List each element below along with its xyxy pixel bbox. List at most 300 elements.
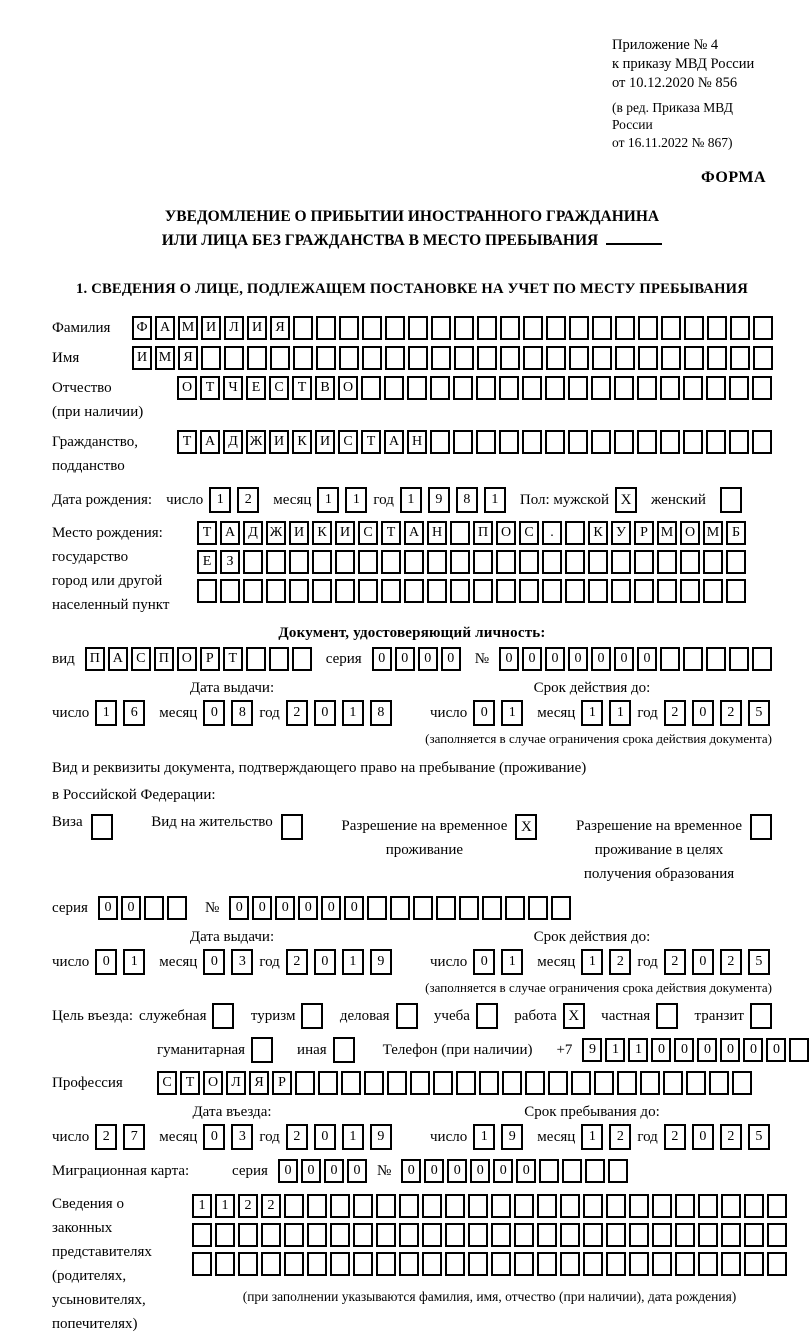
day-label: число	[52, 1128, 90, 1145]
day-label: число	[430, 953, 468, 970]
birth-day-cells	[209, 487, 259, 513]
char-box	[519, 579, 539, 603]
identity-doc-series-group	[326, 647, 461, 671]
char-box: Ф	[132, 316, 152, 340]
char-box	[789, 1038, 809, 1062]
char-box	[364, 1071, 384, 1095]
char-box	[396, 1003, 418, 1029]
char-box	[362, 346, 382, 370]
purpose-study	[434, 1003, 498, 1029]
char-box: 1	[501, 949, 523, 975]
char-box	[251, 1037, 273, 1063]
char-box: 1	[209, 487, 231, 513]
char-box: 0	[395, 647, 415, 671]
residence-series-cells	[98, 896, 187, 920]
entry-dates-row	[52, 1124, 772, 1150]
number-label: №	[474, 650, 489, 667]
char-box	[729, 647, 749, 671]
char-box	[698, 1194, 718, 1218]
char-box	[307, 1194, 327, 1218]
stay-day-cells	[473, 1124, 523, 1150]
char-box: Т	[292, 376, 312, 400]
char-box	[502, 1071, 522, 1095]
char-box	[433, 1071, 453, 1095]
year-label: год	[637, 1128, 658, 1145]
representatives-row	[52, 1192, 772, 1336]
char-box	[611, 550, 631, 574]
char-box: И	[269, 430, 289, 454]
char-box	[608, 1159, 628, 1183]
char-box: П	[154, 647, 174, 671]
char-box: 1	[581, 700, 603, 726]
char-box: 2	[664, 700, 686, 726]
sex-male-checkbox	[615, 487, 637, 513]
char-box	[583, 1194, 603, 1218]
char-box	[514, 1194, 534, 1218]
char-box: 0	[473, 949, 495, 975]
purpose-work	[514, 1003, 585, 1029]
char-box: И	[201, 316, 221, 340]
identity-doc-number-group	[475, 647, 772, 671]
char-box	[384, 376, 404, 400]
char-box	[330, 1252, 350, 1276]
residence-doc-date-titles	[52, 929, 772, 946]
char-box: С	[157, 1071, 177, 1095]
char-box: 0	[314, 949, 336, 975]
char-box: 1	[581, 949, 603, 975]
stay-year-cells	[664, 1124, 770, 1150]
title-blank-underline	[606, 232, 662, 245]
char-box	[477, 316, 497, 340]
purpose-transit-checkbox	[750, 1003, 772, 1029]
char-box	[473, 550, 493, 574]
char-box: 9	[428, 487, 450, 513]
char-box	[361, 376, 381, 400]
char-box	[514, 1223, 534, 1247]
entry-purpose-row-2	[157, 1037, 780, 1063]
char-box	[266, 550, 286, 574]
char-box	[706, 430, 726, 454]
char-box	[539, 1159, 559, 1183]
citizenship-cells	[177, 430, 772, 454]
char-box: 2	[286, 700, 308, 726]
char-box: 0	[493, 1159, 513, 1183]
representatives-cells-row3	[192, 1252, 787, 1276]
char-box	[266, 579, 286, 603]
char-box	[307, 1252, 327, 1276]
stay-until-title: Срок пребывания до:	[524, 1104, 660, 1121]
char-box	[385, 316, 405, 340]
char-box	[560, 1252, 580, 1276]
char-box	[657, 579, 677, 603]
residence-number-cells	[229, 896, 571, 920]
char-box	[335, 579, 355, 603]
entry-month-cells	[203, 1124, 253, 1150]
char-box	[640, 1071, 660, 1095]
purpose-label: транзит	[694, 1007, 744, 1024]
series-label: серия	[232, 1162, 268, 1179]
char-box	[752, 647, 772, 671]
visa-checkbox	[91, 814, 113, 840]
char-box: 0	[372, 647, 392, 671]
char-box	[270, 346, 290, 370]
name-label: Имя	[52, 349, 80, 366]
purpose-label: служебная	[138, 1007, 207, 1024]
char-box	[358, 579, 378, 603]
residence-valid-until-date	[412, 949, 772, 975]
char-box	[675, 1252, 695, 1276]
birth-date-row	[52, 487, 772, 513]
sex-female-checkbox	[720, 487, 742, 513]
char-box	[660, 376, 680, 400]
sex-female-label: женский	[651, 491, 706, 508]
char-box: 1	[342, 700, 364, 726]
char-box: Д	[243, 521, 263, 545]
char-box	[408, 316, 428, 340]
char-box: Я	[178, 346, 198, 370]
char-box: 1	[473, 1124, 495, 1150]
char-box	[732, 1071, 752, 1095]
char-box: 8	[231, 700, 253, 726]
char-box: 1	[605, 1038, 625, 1062]
purpose-humanitarian	[157, 1037, 273, 1063]
representatives-cells-block	[192, 1192, 787, 1305]
char-box	[583, 1252, 603, 1276]
char-box: З	[220, 550, 240, 574]
char-box	[637, 376, 657, 400]
identity-doc-date-titles	[52, 680, 772, 697]
char-box: 0	[95, 949, 117, 975]
char-box: X	[615, 487, 637, 513]
char-box	[528, 896, 548, 920]
purpose-label: учеба	[433, 1007, 470, 1024]
char-box: 0	[470, 1159, 490, 1183]
char-box	[505, 896, 525, 920]
char-box: А	[384, 430, 404, 454]
entry-date-titles	[52, 1104, 772, 1121]
char-box	[261, 1252, 281, 1276]
entry-year-cells	[286, 1124, 392, 1150]
char-box: О	[680, 521, 700, 545]
char-box: 5	[748, 700, 770, 726]
char-box: Р	[200, 647, 220, 671]
appendix-reference	[612, 36, 772, 151]
char-box	[680, 579, 700, 603]
year-label: год	[373, 491, 394, 508]
char-box	[339, 316, 359, 340]
char-box	[399, 1252, 419, 1276]
char-box: О	[338, 376, 358, 400]
char-box	[91, 814, 113, 840]
char-box	[730, 346, 750, 370]
char-box: 0	[545, 647, 565, 671]
char-box: 0	[766, 1038, 786, 1062]
birth-place-row	[52, 521, 772, 617]
char-box	[634, 550, 654, 574]
day-label: число	[166, 491, 204, 508]
valid-month-cells	[581, 949, 631, 975]
char-box: А	[404, 521, 424, 545]
char-box	[491, 1252, 511, 1276]
char-box	[565, 521, 585, 545]
char-box	[381, 579, 401, 603]
char-box	[215, 1223, 235, 1247]
char-box: 2	[609, 949, 631, 975]
char-box: 0	[522, 647, 542, 671]
purpose-other	[297, 1037, 355, 1063]
char-box	[491, 1194, 511, 1218]
char-box	[615, 316, 635, 340]
char-box	[752, 430, 772, 454]
edu-residence-permit-option	[576, 814, 772, 886]
char-box: 1	[317, 487, 339, 513]
char-box	[565, 550, 585, 574]
char-box	[750, 814, 772, 840]
char-box	[238, 1223, 258, 1247]
char-box: О	[177, 647, 197, 671]
char-box	[413, 896, 433, 920]
char-box	[721, 1252, 741, 1276]
char-box: 0	[301, 1159, 321, 1183]
char-box	[476, 1003, 498, 1029]
char-box	[548, 1071, 568, 1095]
char-box	[427, 550, 447, 574]
char-box	[661, 346, 681, 370]
char-box: Т	[200, 376, 220, 400]
char-box: 1	[192, 1194, 212, 1218]
char-box: 0	[568, 647, 588, 671]
char-box	[292, 647, 312, 671]
char-box: О	[496, 521, 516, 545]
char-box: 0	[697, 1038, 717, 1062]
valid-day-cells	[473, 700, 523, 726]
char-box	[430, 430, 450, 454]
char-box	[545, 376, 565, 400]
residence-permit-label: Вид на жительство	[151, 814, 273, 831]
doc-type-cells	[85, 647, 312, 671]
profession-row	[52, 1071, 772, 1095]
char-box: 0	[314, 1124, 336, 1150]
char-box	[316, 346, 336, 370]
char-box	[333, 1037, 355, 1063]
temp-residence-permit-checkbox	[515, 814, 537, 840]
identity-valid-until-date	[412, 700, 772, 726]
amendment-line: (в ред. Приказа МВД России	[612, 99, 733, 133]
appendix-line: от 10.12.2020 № 856	[612, 74, 738, 91]
residence-doc-intro-2: в Российской Федерации:	[52, 786, 216, 803]
char-box: 0	[401, 1159, 421, 1183]
char-box	[500, 316, 520, 340]
year-label: год	[259, 704, 280, 721]
char-box	[525, 1071, 545, 1095]
char-box: Р	[634, 521, 654, 545]
char-box: 1	[501, 700, 523, 726]
char-box	[453, 430, 473, 454]
edu-residence-permit-label: Разрешение на временное проживание в целях получения образования	[576, 818, 742, 883]
char-box	[496, 579, 516, 603]
char-box	[238, 1252, 258, 1276]
char-box	[445, 1223, 465, 1247]
char-box	[565, 579, 585, 603]
char-box: .	[542, 521, 562, 545]
char-box	[686, 1071, 706, 1095]
edu-residence-permit-checkbox	[750, 814, 772, 840]
char-box	[744, 1194, 764, 1218]
char-box	[523, 316, 543, 340]
char-box	[243, 579, 263, 603]
char-box	[436, 896, 456, 920]
char-box	[450, 521, 470, 545]
birth-year-cells	[400, 487, 506, 513]
char-box: П	[85, 647, 105, 671]
char-box	[546, 346, 566, 370]
char-box: И	[132, 346, 152, 370]
purpose-tourism	[251, 1003, 324, 1029]
char-box	[318, 1071, 338, 1095]
day-label: число	[430, 1128, 468, 1145]
char-box	[430, 376, 450, 400]
char-box	[638, 316, 658, 340]
year-label: год	[259, 953, 280, 970]
patronymic-row	[52, 376, 772, 424]
representatives-cells-row1	[192, 1194, 787, 1218]
char-box: 0	[692, 1124, 714, 1150]
char-box: 9	[582, 1038, 602, 1062]
char-box: 1	[609, 700, 631, 726]
temp-residence-permit-label: Разрешение на временное проживание	[341, 818, 508, 859]
char-box: 1	[215, 1194, 235, 1218]
purpose-label: деловая	[339, 1007, 390, 1024]
purpose-work-checkbox	[563, 1003, 585, 1029]
char-box	[592, 346, 612, 370]
char-box	[614, 430, 634, 454]
char-box: 0	[347, 1159, 367, 1183]
doc-type-label: вид	[52, 650, 75, 667]
char-box: 2	[720, 949, 742, 975]
char-box: 1	[345, 487, 367, 513]
char-box	[197, 579, 217, 603]
char-box	[537, 1252, 557, 1276]
char-box	[606, 1252, 626, 1276]
char-box	[767, 1252, 787, 1276]
temp-residence-permit-option	[341, 814, 537, 862]
birth-place-cells-row2	[197, 550, 746, 574]
char-box	[707, 346, 727, 370]
month-label: месяц	[537, 704, 576, 721]
char-box	[588, 579, 608, 603]
char-box	[744, 1223, 764, 1247]
char-box: К	[292, 430, 312, 454]
char-box: 2	[261, 1194, 281, 1218]
char-box: 0	[418, 647, 438, 671]
representatives-note: (при заполнении указываются фамилия, имя, отчество (при наличии), дата рождения)	[242, 1289, 737, 1305]
char-box	[404, 550, 424, 574]
char-box: 9	[370, 1124, 392, 1150]
month-label: месяц	[159, 704, 198, 721]
char-box	[496, 550, 516, 574]
char-box: А	[220, 521, 240, 545]
char-box	[638, 346, 658, 370]
valid-year-cells	[664, 700, 770, 726]
char-box: К	[588, 521, 608, 545]
char-box: С	[519, 521, 539, 545]
char-box	[698, 1223, 718, 1247]
stay-until-date	[412, 1124, 772, 1150]
char-box: 0	[298, 896, 318, 920]
char-box	[523, 346, 543, 370]
char-box	[422, 1223, 442, 1247]
char-box	[500, 346, 520, 370]
char-box: Д	[223, 430, 243, 454]
char-box	[767, 1194, 787, 1218]
char-box: 0	[324, 1159, 344, 1183]
char-box: 2	[238, 1194, 258, 1218]
char-box: 1	[95, 700, 117, 726]
char-box	[353, 1194, 373, 1218]
identity-doc-type-group	[52, 647, 312, 671]
char-box	[703, 550, 723, 574]
valid-day-cells	[473, 949, 523, 975]
char-box	[307, 1223, 327, 1247]
char-box	[192, 1223, 212, 1247]
char-box	[683, 430, 703, 454]
char-box	[707, 316, 727, 340]
birth-place-cells-block	[197, 521, 746, 603]
char-box	[399, 1194, 419, 1218]
char-box	[144, 896, 164, 920]
char-box	[592, 316, 612, 340]
char-box	[330, 1194, 350, 1218]
char-box	[657, 550, 677, 574]
year-label: год	[637, 953, 658, 970]
char-box	[663, 1071, 683, 1095]
char-box	[562, 1159, 582, 1183]
char-box	[569, 316, 589, 340]
char-box: Я	[270, 316, 290, 340]
char-box: 9	[370, 949, 392, 975]
year-label: год	[259, 1128, 280, 1145]
purpose-business	[340, 1003, 418, 1029]
char-box	[376, 1194, 396, 1218]
char-box	[468, 1194, 488, 1218]
char-box	[381, 550, 401, 574]
month-label: месяц	[159, 1128, 198, 1145]
char-box	[353, 1223, 373, 1247]
section1-heading: 1. СВЕДЕНИЯ О ЛИЦЕ, ПОДЛЕЖАЩЕМ ПОСТАНОВКЕ НА УЧЕТ ПО МЕСТУ ПРЕБЫВАНИЯ	[76, 281, 748, 298]
char-box	[407, 376, 427, 400]
char-box	[629, 1252, 649, 1276]
char-box	[519, 550, 539, 574]
char-box	[358, 550, 378, 574]
char-box	[459, 896, 479, 920]
char-box: 0	[252, 896, 272, 920]
char-box: С	[338, 430, 358, 454]
char-box: 8	[456, 487, 478, 513]
residence-permit-option	[151, 814, 302, 840]
char-box	[269, 647, 289, 671]
day-label: число	[52, 704, 90, 721]
profession-label: Профессия	[52, 1074, 123, 1091]
char-box	[522, 430, 542, 454]
char-box: Т	[223, 647, 243, 671]
title-line-2: ИЛИ ЛИЦА БЕЗ ГРАЖДАНСТВА В МЕСТО ПРЕБЫВАНИЯ	[52, 229, 772, 253]
validity-note: (заполняется в случае ограничения срока действия документа)	[425, 731, 772, 747]
char-box: 1	[581, 1124, 603, 1150]
char-box	[473, 579, 493, 603]
char-box: М	[155, 346, 175, 370]
char-box	[591, 430, 611, 454]
char-box	[431, 346, 451, 370]
